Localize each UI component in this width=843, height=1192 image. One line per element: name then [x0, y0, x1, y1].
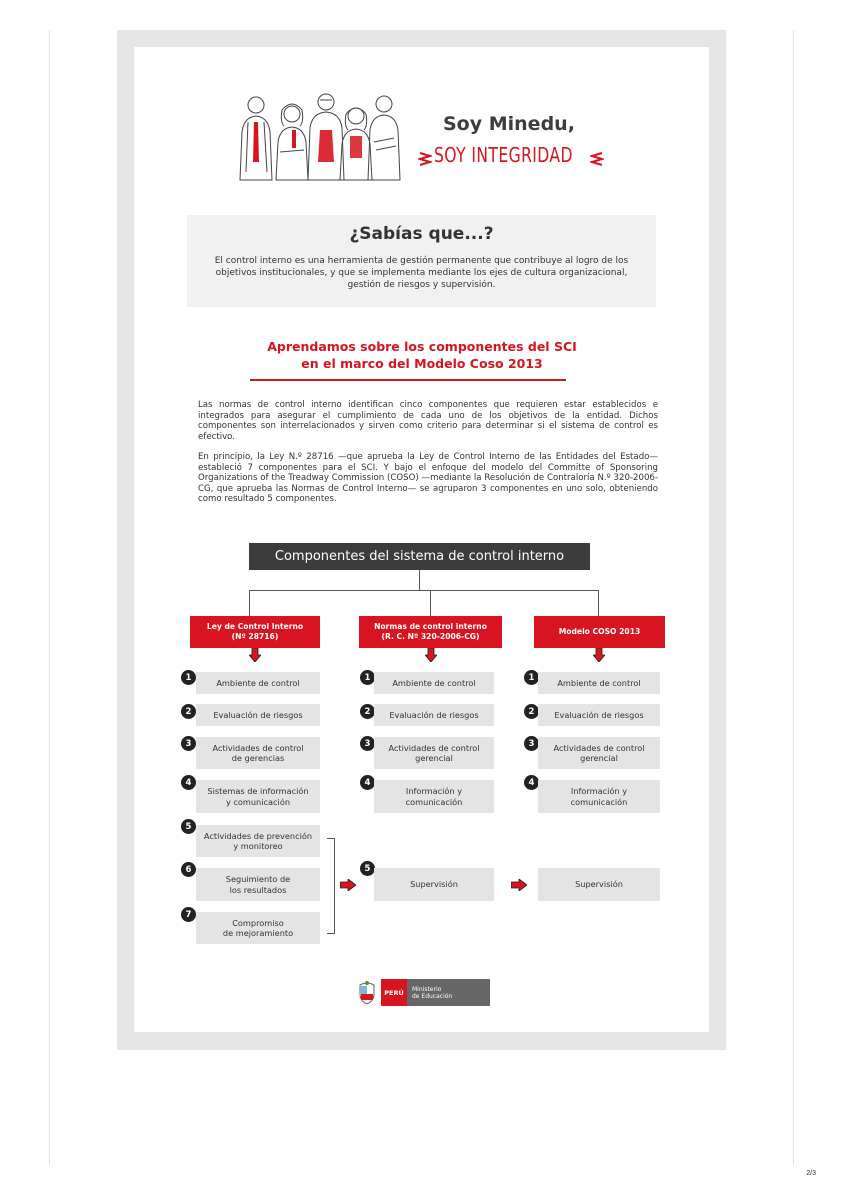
- component-label-2: comunicación: [405, 796, 463, 807]
- diagram-title: Componentes del sistema de control interno: [249, 543, 590, 570]
- step-number: 3: [181, 736, 196, 751]
- component-label: Información y: [405, 786, 463, 796]
- header-subtitle: SOY INTEGRIDAD: [434, 143, 573, 167]
- component-label-2: los resultados: [229, 884, 287, 895]
- step-number: 2: [181, 704, 196, 719]
- step-number: 4: [181, 775, 196, 790]
- component-label: Ambiente de control: [392, 677, 476, 688]
- component-label: Evaluación de riesgos: [213, 709, 303, 720]
- section-heading: [237, 338, 607, 372]
- column-head-normas-line2: (R. C. Nº 320-2006-CG): [381, 632, 480, 641]
- component-box: [374, 780, 494, 813]
- left-margin-rule: [49, 30, 50, 1165]
- step-number: 6: [181, 862, 196, 877]
- component-box: [538, 704, 660, 726]
- component-label-2: y monitoreo: [233, 841, 283, 851]
- peru-label: PERÚ: [381, 979, 407, 1006]
- component-label-2: comunicación: [570, 796, 628, 807]
- component-label: Actividades de control: [388, 742, 480, 753]
- component-label: Evaluación de riesgos: [554, 709, 644, 720]
- right-margin-rule: [793, 30, 794, 1165]
- component-box: [374, 672, 494, 694]
- column-head-ley-line1: Ley de Control Interno: [206, 622, 304, 631]
- paragraph-1: Las normas de control interno identifican cinco componentes que requieren estar establecidos e integrados para asegurar el cumplimiento de cada uno de los objetivos de la entidad. Dichos componentes son interrelacionados y sirven como criterio para determinar si el sistema de control es efectivo.: [198, 400, 658, 442]
- step-number: 2: [524, 704, 539, 719]
- component-label: Evaluación de riesgos: [389, 709, 479, 720]
- down-arrow-icon: [425, 648, 437, 662]
- step-number: 7: [181, 907, 196, 922]
- page-number: 2/3: [806, 1170, 816, 1177]
- component-label: Información y: [570, 786, 628, 796]
- step-number: 1: [360, 670, 375, 685]
- component-box: [196, 825, 320, 857]
- component-label: Actividades de control: [212, 742, 304, 753]
- grouping-bracket: [327, 838, 335, 934]
- step-number: 3: [524, 736, 539, 751]
- component-box: [196, 704, 320, 726]
- section-heading-line2: en el marco del Modelo Coso 2013: [301, 356, 543, 371]
- component-box: [196, 737, 320, 769]
- component-box: [196, 780, 320, 813]
- component-label: Compromiso: [232, 917, 284, 928]
- component-box: [374, 737, 494, 769]
- paragraph-2: En principio, la Ley N.º 28716 —que aprueba la Ley de Control Interno de las Entidades del Estado— estableció 7 componentes para el SCI. Y bajo el enfoque del modelo del Committe of Sponsoring Organizations of the Treadway Commission (COSO) —mediante la Resolución de Contraloría N.º 320-2006-CG, que aprueba las Normas de Control Interno— se agruparon 3 componentes en uno solo, obteniendo como resultado 5 componentes.: [198, 452, 658, 505]
- peru-coat-of-arms-icon: [357, 979, 377, 1006]
- component-label: Actividades de prevención: [203, 830, 313, 841]
- component-box: [374, 868, 494, 901]
- ministry-label: [407, 979, 490, 1006]
- component-box: [196, 672, 320, 694]
- info-box-text: El control interno es una herramienta de gestión permanente que contribuye al logro de los objetivos institucionales, y que se implementa mediante los ejes de cultura organizacional, gestión de riesgos y supervisión.: [214, 256, 629, 290]
- component-label: Supervisión: [410, 879, 458, 890]
- component-box: [196, 912, 320, 944]
- component-box: [196, 868, 320, 901]
- component-label-2: y comunicación: [225, 796, 291, 807]
- down-arrow-icon: [593, 648, 605, 662]
- component-box: [538, 780, 660, 813]
- tree-leg-2: [430, 590, 431, 616]
- component-box: [538, 737, 660, 769]
- column-head-coso: [534, 616, 665, 648]
- component-box: [538, 672, 660, 694]
- heading-underline: [250, 379, 566, 381]
- right-arrow-icon: [340, 879, 356, 891]
- ministry-label-line1: Ministerio: [412, 985, 442, 993]
- left-decoration-icon: [418, 151, 432, 167]
- component-label-2: de gerencias: [231, 753, 285, 763]
- right-arrow-icon: [511, 879, 527, 891]
- component-label: Ambiente de control: [557, 677, 641, 688]
- tree-stem: [419, 570, 420, 590]
- component-label: Seguimiento de: [225, 874, 291, 884]
- component-label: Actividades de control: [553, 742, 645, 753]
- step-number: 3: [360, 736, 375, 751]
- ministry-label-line2: de Educación: [412, 992, 453, 1000]
- component-label: Ambiente de control: [216, 677, 300, 688]
- right-decoration-icon: [590, 151, 604, 167]
- step-number: 4: [360, 775, 375, 790]
- component-label-2: gerencial: [580, 753, 618, 763]
- step-number: 1: [524, 670, 539, 685]
- step-number: 5: [181, 819, 196, 834]
- component-label: Sistemas de información: [207, 786, 309, 796]
- people-group-illustration: [234, 92, 406, 186]
- component-label-2: gerencial: [415, 753, 453, 763]
- header-title: Soy Minedu,: [443, 113, 575, 135]
- column-head-normas: [359, 616, 502, 648]
- step-number: 2: [360, 704, 375, 719]
- column-head-ley-line2: (Nº 28716): [231, 632, 279, 641]
- info-box-title: ¿Sabías que...?: [349, 224, 494, 244]
- column-head-coso-line1: Modelo COSO 2013: [558, 627, 641, 636]
- column-head-normas-line1: Normas de control interno: [374, 622, 487, 631]
- section-heading-line1: Aprendamos sobre los componentes del SCI: [267, 339, 577, 354]
- component-box: [538, 868, 660, 901]
- step-number: 4: [524, 775, 539, 790]
- tree-leg-1: [249, 590, 250, 616]
- component-label-2: de mejoramiento: [222, 928, 294, 938]
- step-number: 5: [360, 861, 375, 876]
- tree-leg-3: [598, 590, 599, 616]
- info-box: [187, 215, 656, 307]
- component-box: [374, 704, 494, 726]
- ministry-logo: [357, 979, 490, 1006]
- tree-branch: [249, 590, 599, 591]
- down-arrow-icon: [249, 648, 261, 662]
- component-label: Supervisión: [575, 879, 623, 890]
- step-number: 1: [181, 670, 196, 685]
- column-head-ley: [190, 616, 320, 648]
